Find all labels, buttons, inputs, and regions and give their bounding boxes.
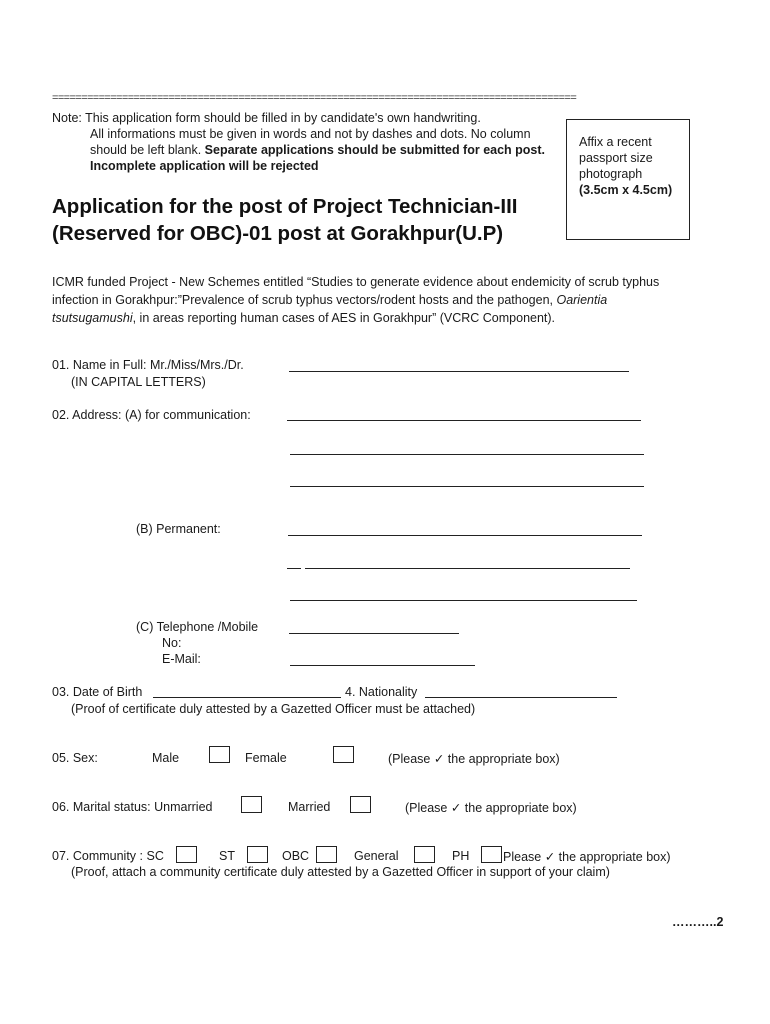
intro-line-2 — [52, 291, 659, 309]
st-label: ST — [219, 849, 235, 863]
note-line-3-bold: Separate applications should be submitted for each post. — [204, 143, 546, 157]
note-line-1: Note: This application form should be filled in by candidate's own handwriting. — [52, 111, 481, 125]
email-field[interactable] — [290, 665, 475, 666]
address-permanent-field-2a[interactable] — [287, 568, 301, 569]
dob-field[interactable] — [153, 697, 341, 698]
intro-line-2-italic: Oarientia — [556, 293, 608, 307]
address-permanent-field-2b[interactable] — [305, 568, 630, 569]
obc-label: OBC — [282, 849, 310, 863]
female-label: Female — [245, 751, 287, 765]
title-line-2: (Reserved for OBC)-01 post at Gorakhpur(U.P) — [52, 222, 504, 245]
address-permanent-field-1[interactable] — [288, 535, 642, 536]
community-proof-note: (Proof, attach a community certificate duly attested by a Gazetted Officer in support of your claim) — [71, 865, 610, 879]
name-label: 01. Name in Full: Mr./Miss/Mrs./Dr. — [52, 358, 244, 372]
name-field[interactable] — [289, 371, 629, 372]
photo-box-line-3: photograph — [579, 167, 643, 181]
sex-instruction: (Please ✓ the appropriate box) — [388, 752, 560, 766]
photo-box-line-1: Affix a recent — [579, 135, 652, 149]
sex-label: 05. Sex: — [52, 751, 98, 765]
photo-box-size: (3.5cm x 4.5cm) — [579, 183, 673, 197]
dob-proof-note: (Proof of certificate duly attested by a Gazetted Officer must be attached) — [71, 702, 476, 716]
general-checkbox[interactable] — [414, 846, 435, 863]
intro-line-1: ICMR funded Project - New Schemes entitled “Studies to generate evidence about endemicity of scrub typhus — [52, 275, 660, 289]
community-instruction: Please ✓ the appropriate box) — [503, 850, 671, 864]
nationality-field[interactable] — [425, 697, 617, 698]
sc-checkbox[interactable] — [176, 846, 197, 863]
male-label: Male — [152, 751, 180, 765]
address-label: 02. Address: (A) for communication: — [52, 408, 251, 422]
telephone-label: (C) Telephone /Mobile — [136, 620, 259, 634]
unmarried-checkbox[interactable] — [241, 796, 262, 813]
intro-line-3-italic: tsutsugamushi — [52, 311, 133, 325]
separator-line: ========================================================================================== — [52, 92, 577, 104]
permanent-address-label: (B) Permanent: — [136, 522, 221, 536]
dob-label: 03. Date of Birth — [52, 685, 143, 699]
st-checkbox[interactable] — [247, 846, 268, 863]
nationality-label: 4. Nationality — [345, 685, 418, 699]
photo-box[interactable] — [566, 119, 690, 240]
email-label: E-Mail: — [162, 652, 201, 666]
telephone-no-label: No: — [162, 636, 182, 650]
note-line-3 — [52, 142, 545, 158]
name-sub-label: (IN CAPITAL LETTERS) — [71, 375, 206, 389]
address-communication-field-3[interactable] — [290, 486, 644, 487]
obc-checkbox[interactable] — [316, 846, 337, 863]
intro-line-2-text: infection in Gorakhpur:”Prevalence of scrub typhus vectors/rodent hosts and the pathogen, — [52, 293, 557, 307]
title-line-1: Application for the post of Project Technician-III — [52, 195, 518, 218]
page-title — [52, 193, 517, 247]
note-line-3-text: should be left blank. — [90, 143, 205, 157]
marital-status-label: 06. Marital status: Unmarried — [52, 800, 213, 814]
marital-instruction: (Please ✓ the appropriate box) — [405, 801, 577, 815]
intro-line-3 — [52, 309, 659, 327]
address-communication-field-2[interactable] — [290, 454, 644, 455]
address-communication-field-1[interactable] — [287, 420, 641, 421]
address-permanent-field-3[interactable] — [290, 600, 637, 601]
intro-line-3-text: , in areas reporting human cases of AES in Gorakhpur” (VCRC Component). — [132, 311, 556, 325]
photo-box-line-2: passport size — [579, 151, 653, 165]
general-label: General — [354, 849, 399, 863]
instructions-note — [52, 110, 545, 174]
note-line-4: Incomplete application will be rejected — [90, 159, 319, 173]
male-checkbox[interactable] — [209, 746, 230, 763]
project-description — [52, 273, 659, 327]
ph-label: PH — [452, 849, 470, 863]
telephone-field[interactable] — [289, 633, 459, 634]
female-checkbox[interactable] — [333, 746, 354, 763]
married-label: Married — [288, 800, 331, 814]
ph-checkbox[interactable] — [481, 846, 502, 863]
married-checkbox[interactable] — [350, 796, 371, 813]
note-line-2: All informations must be given in words and not by dashes and dots. No column — [90, 127, 531, 141]
community-label: 07. Community : SC — [52, 849, 164, 863]
page-continue-marker: ………..2 — [672, 915, 724, 929]
